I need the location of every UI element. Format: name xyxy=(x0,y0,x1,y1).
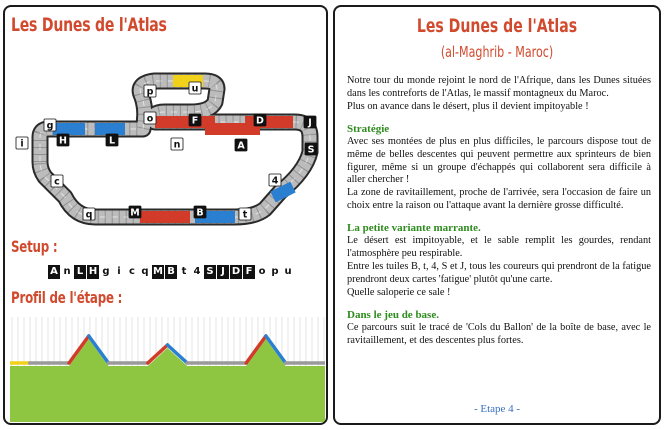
track-tile-label: o xyxy=(146,113,154,125)
setup-tile: H xyxy=(88,266,98,277)
base-game-paragraph: Ce parcours suit le tracé de 'Cols du Ballon' de la boîte de base, avec le ravitaillement, et des descentes plus fortes. xyxy=(347,321,651,346)
profile-heading: Profil de l'étape : xyxy=(11,288,123,307)
track-tile-label: A xyxy=(237,140,245,152)
setup-tile: n xyxy=(61,265,73,279)
setup-tile: q xyxy=(139,265,151,279)
track-tile-label: i xyxy=(20,138,24,150)
setup-heading: Setup : xyxy=(11,237,58,256)
track-tile-label: H xyxy=(59,135,67,147)
strategy-paragraph-2: La zone de ravitaillement, proche de l'arrivée, sera l'occasion de faire un choix entre la raison ou l'attaque avant la dernière grosse difficulté. xyxy=(347,187,651,212)
base-game-heading: Dans le jeu de base. xyxy=(347,308,439,321)
setup-tile: g xyxy=(100,265,112,279)
stage-description xyxy=(347,75,651,348)
track-tile-label: g xyxy=(46,120,54,132)
track-tile-label: t xyxy=(242,209,248,221)
track-tile-label: F xyxy=(191,115,199,127)
stage-number: - Etape 4 - xyxy=(473,403,521,415)
track-tile-label: u xyxy=(191,83,199,95)
variant-heading: La petite variante marrante. xyxy=(347,222,481,235)
track-tile-label: c xyxy=(54,176,60,188)
stage-location: (al-Maghrib - Maroc) xyxy=(440,43,554,61)
setup-tile-sequence xyxy=(48,265,294,279)
track-tile-label: n xyxy=(173,139,181,151)
setup-tile: c xyxy=(126,265,138,279)
setup-tile: t xyxy=(178,265,190,279)
setup-tile: S xyxy=(204,265,216,279)
track-tile-label: p xyxy=(146,86,154,98)
track-map xyxy=(5,67,328,232)
strategy-paragraph-1: Avec ses montées de plus en plus difficiles, le parcours dispose tout de même de belles descentes qui peuvent permettre aux sprinteurs de bien figurer, même si un groupe d'échappés qui collaborent sera difficile à aller chercher ! xyxy=(347,135,651,186)
track-tile-label: M xyxy=(130,207,140,219)
setup-tile: B xyxy=(165,265,177,279)
track-tile-label: D xyxy=(256,115,264,127)
setup-tile: F xyxy=(243,265,255,279)
track-tile-label: B xyxy=(196,207,204,219)
setup-tile: A xyxy=(48,265,60,279)
track-tile-label: L xyxy=(108,135,116,147)
stage-title-right: Les Dunes de l'Atlas xyxy=(416,15,578,37)
intro-paragraph: Notre tour du monde rejoint le nord de l'Afrique, dans les Dunes situées dans les contreforts de l'Atlas, le massif montagneux du Maroc. xyxy=(347,75,651,99)
route-panel xyxy=(3,5,328,425)
track-tile-label: S xyxy=(307,144,315,156)
description-panel xyxy=(333,5,661,425)
setup-tile: M xyxy=(153,266,163,277)
variant-paragraph-1: Le désert est impitoyable, et le sable remplit les gourdes, rendant l'atmosphère peu respirable. xyxy=(347,235,651,260)
setup-tile: i xyxy=(113,265,125,279)
setup-tile: 4 xyxy=(191,265,203,279)
setup-tile: u xyxy=(282,265,294,279)
stage-title: Les Dunes de l'Atlas xyxy=(11,14,167,36)
track-tile-label: J xyxy=(308,117,312,129)
setup-tile: L xyxy=(74,265,86,279)
strategy-heading: Stratégie xyxy=(347,122,390,135)
setup-tile: o xyxy=(256,265,268,279)
setup-tile: D xyxy=(231,266,241,277)
track-tile-label: 4 xyxy=(271,175,279,187)
track-tile-label: q xyxy=(85,209,93,221)
intro-paragraph-2: Plus on avance dans le désert, plus il devient impitoyable ! xyxy=(347,100,589,112)
setup-tile: J xyxy=(217,265,229,279)
elevation-profile xyxy=(10,317,325,422)
variant-paragraph-2: Entre les tuiles B, t, 4, S et J, tous les coureurs qui prendront de la fatigue prendront deux cartes 'fatigue' plutôt qu'une carte. xyxy=(347,260,651,285)
variant-paragraph-3: Quelle saloperie ce sale ! xyxy=(347,286,451,298)
setup-tile: p xyxy=(269,265,281,279)
